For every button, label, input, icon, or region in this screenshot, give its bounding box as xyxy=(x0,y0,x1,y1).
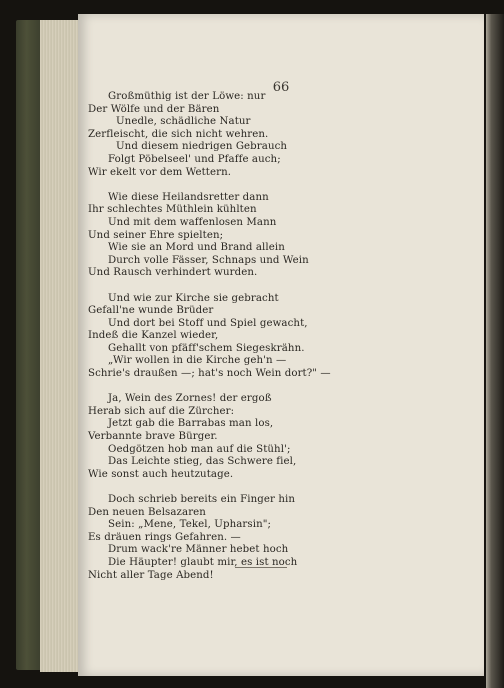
poem-line: Oedgötzen hob man auf die Stühl'; xyxy=(108,443,291,455)
poem-line: Jetzt gab die Barrabas man los, xyxy=(108,418,274,430)
poem-text xyxy=(88,91,398,582)
poem-line: Und wie zur Kirche sie gebracht xyxy=(108,292,279,304)
poem-line: Ja, Wein des Zornes! der ergoß xyxy=(108,393,272,405)
poem-line: Und dort bei Stoff und Spiel gewacht, xyxy=(108,317,308,329)
stanza xyxy=(88,293,398,381)
poem-line: Ihr schlechtes Müthlein kühlten xyxy=(88,204,257,216)
poem-line: Verbannte brave Bürger. xyxy=(88,431,218,443)
stanza xyxy=(88,393,398,481)
poem-line: Den neuen Belsazaren xyxy=(88,506,206,518)
poem-line: Gefall'ne wunde Brüder xyxy=(88,305,214,317)
poem-line: Herab sich auf die Zürcher: xyxy=(88,405,235,417)
poem-line: Es dräuen rings Gefahren. — xyxy=(88,531,241,543)
stanza xyxy=(88,192,398,280)
poem-line: „Wir wollen in die Kirche geh'n — xyxy=(108,355,287,367)
poem-line: Und Rausch verhindert wurden. xyxy=(88,267,258,279)
poem-line: Doch schrieb bereits ein Finger hin xyxy=(108,494,295,505)
poem-line: Nicht aller Tage Abend! xyxy=(88,569,214,581)
page-number: 66 xyxy=(272,80,290,95)
end-rule xyxy=(235,567,287,568)
poem-line: Indeß die Kanzel wieder, xyxy=(88,330,219,342)
poem-line: Wie sonst auch heutzutage. xyxy=(88,468,234,480)
book-cover-left xyxy=(16,20,42,670)
poem-line: Unedle, schädliche Natur xyxy=(116,116,251,128)
poem-line: Wie diese Heilandsretter dann xyxy=(108,191,269,203)
stanza xyxy=(88,494,398,582)
poem-line: Wir ekelt vor dem Wettern. xyxy=(88,166,232,178)
poem-line: Das Leichte stieg, das Schwere fiel, xyxy=(108,456,297,468)
poem-line: Und seiner Ehre spielten; xyxy=(88,229,224,241)
poem-line: Drum wack're Männer hebet hoch xyxy=(108,544,289,556)
poem-line: Wie sie an Mord und Brand allein xyxy=(108,242,285,254)
poem-line: Gehallt von pfäff'schem Siegeskrähn. xyxy=(108,342,305,354)
poem-line: Zerfleischt, die sich nicht wehren. xyxy=(88,128,269,140)
poem-line: Großmüthig ist der Löwe: nur xyxy=(108,91,266,102)
poem-line: Folgt Pöbelseel' und Pfaffe auch; xyxy=(108,153,281,165)
poem-line: Schrie's draußen —; hat's noch Wein dort?" — xyxy=(88,368,331,380)
poem-line: Sein: „Mene, Tekel, Upharsin"; xyxy=(108,519,272,531)
book-cover-right xyxy=(486,14,504,688)
poem-line: Und mit dem waffenlosen Mann xyxy=(108,216,277,228)
stanza xyxy=(88,91,398,179)
poem-line: Die Häupter! glaubt mir, es ist noch xyxy=(108,556,298,568)
poem-line: Durch volle Fässer, Schnaps und Wein xyxy=(108,254,309,266)
poem-line: Der Wölfe und der Bären xyxy=(88,103,220,115)
poem-line: Und diesem niedrigen Gebrauch xyxy=(116,141,288,153)
